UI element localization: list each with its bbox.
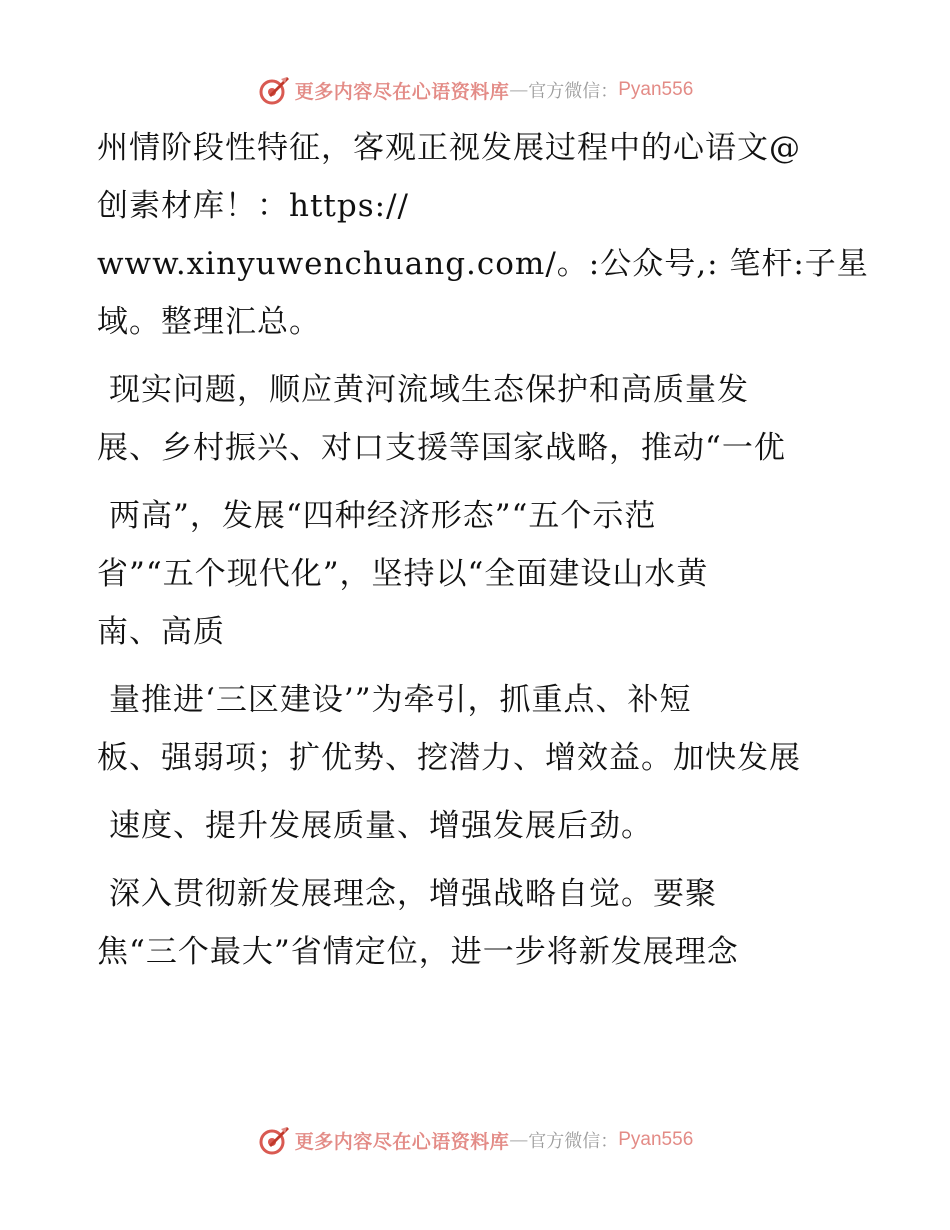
footer-slogan: 更多内容尽在心语资料库 bbox=[294, 1130, 510, 1153]
text-line: 两高”，发展“四种经济形态”“五个示范 bbox=[109, 498, 657, 534]
header-dash: — bbox=[509, 79, 529, 101]
text-line: 展、乡村振兴、对口支援等国家战略，推动“一优 bbox=[97, 430, 786, 466]
text-line: 速度、提升发展质量、增强发展后劲。 bbox=[109, 808, 653, 844]
footer-wechat-label: 官方微信： bbox=[528, 1131, 619, 1152]
text-line: 州情阶段性特征，客观正视发展过程中的心语文@ bbox=[97, 130, 801, 166]
text-line: 域。整理汇总。 bbox=[97, 304, 321, 340]
header-slogan: 更多内容尽在心语资料库 bbox=[294, 80, 510, 103]
text-line: 板、强弱项；扩优势、挖潜力、增效益。加快发展 bbox=[97, 740, 801, 776]
header-wechat-id: Pyan556 bbox=[618, 79, 694, 100]
text-line: www.xinyuwenchuang.com/。:公众号,: 笔杆:子星 bbox=[97, 246, 869, 282]
header-banner bbox=[0, 70, 950, 110]
text-line: 现实问题，顺应黄河流域生态保护和高质量发 bbox=[109, 372, 749, 408]
text-line: 焦“三个最大”省情定位，进一步将新发展理念 bbox=[97, 934, 739, 970]
quill-logo-icon bbox=[257, 1123, 291, 1157]
text-line: 南、高质 bbox=[97, 614, 225, 650]
text-line: 量推进‘三区建设’”为牵引，抓重点、补短 bbox=[109, 682, 692, 718]
header-wechat-label: 官方微信： bbox=[528, 81, 619, 102]
footer-banner bbox=[0, 1120, 950, 1160]
text-line: 深入贯彻新发展理念，增强战略自觉。要聚 bbox=[109, 876, 717, 912]
quill-logo-icon bbox=[257, 73, 291, 107]
text-line: 创素材库！：https:// bbox=[97, 188, 409, 224]
document-body bbox=[97, 124, 869, 976]
footer-wechat-id: Pyan556 bbox=[618, 1129, 694, 1150]
text-line: 省”“五个现代化”，坚持以“全面建设山水黄 bbox=[97, 556, 709, 592]
footer-dash: — bbox=[509, 1129, 529, 1151]
